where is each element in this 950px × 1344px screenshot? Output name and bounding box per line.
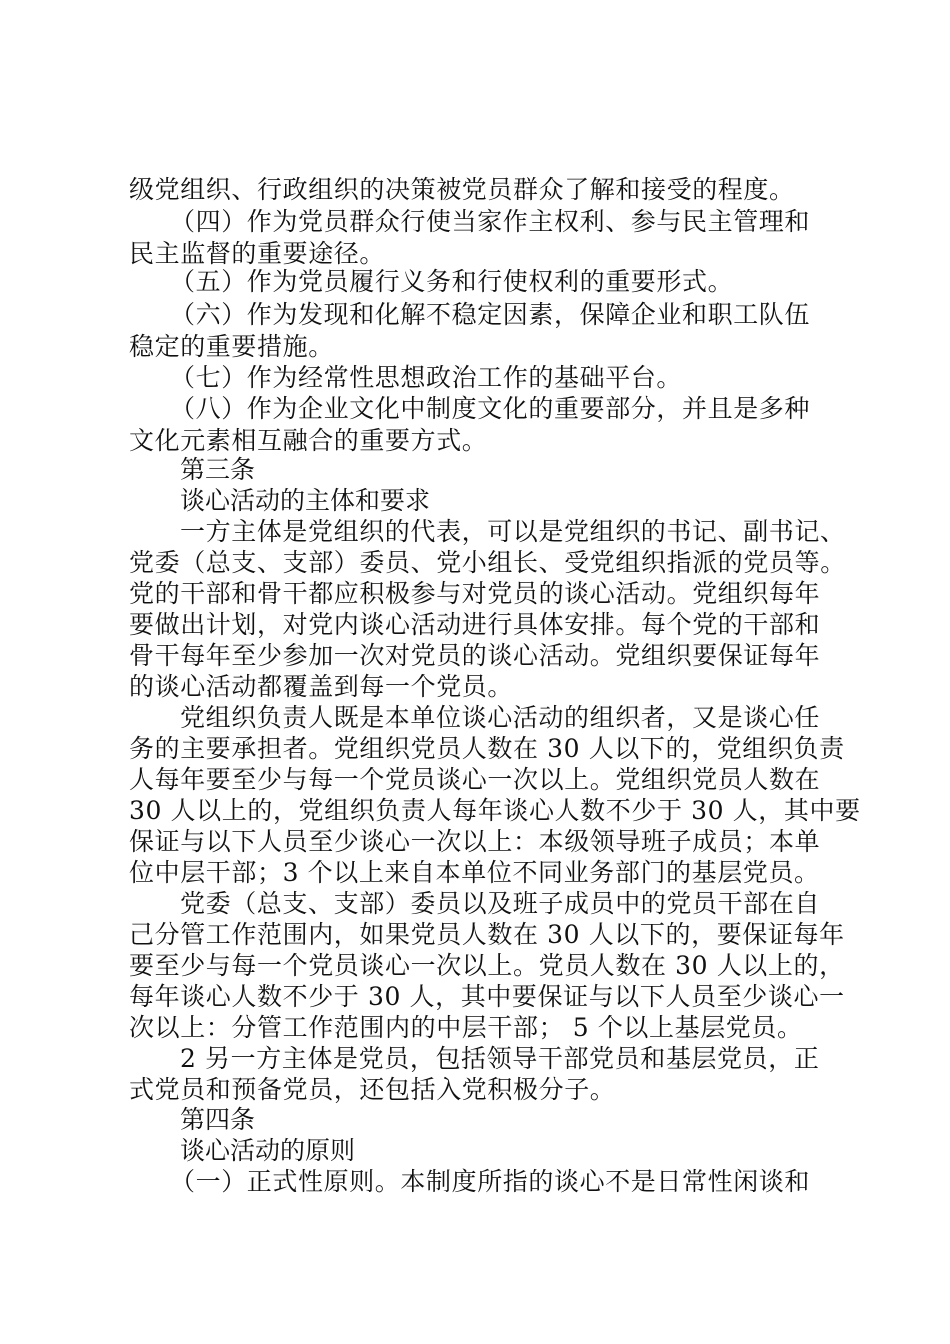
paragraph-line: 要做出计划，对党内谈心活动进行具体安排。每个党的干部和 <box>129 610 821 639</box>
paragraph-line: 党委（总支、支部）委员以及班子成员中的党员干部在自 <box>180 889 821 918</box>
paragraph-line: 文化元素相互融合的重要方式。 <box>129 426 488 455</box>
paragraph-line: 要至少与每一个党员谈心一次以上。党员人数在 30 人以上的， <box>129 951 845 980</box>
paragraph-line: 式党员和预备党员，还包括入党积极分子。 <box>129 1075 616 1104</box>
list-item-five: （五）作为党员履行义务和行使权利的重要形式。 <box>170 267 734 296</box>
paragraph-line: 骨干每年至少参加一次对党员的谈心活动。党组织要保证每年 <box>129 641 821 670</box>
paragraph-line: 级党组织、行政组织的决策被党员群众了解和接受的程度。 <box>129 175 795 204</box>
list-item-four: （四）作为党员群众行使当家作主权利、参与民主管理和 <box>170 207 811 236</box>
list-item-six: （六）作为发现和化解不稳定因素，保障企业和职工队伍 <box>170 300 811 329</box>
paragraph-line: 保证与以下人员至少谈心一次以上：本级领导班子成员；本单 <box>129 827 821 856</box>
paragraph-line: 党组织负责人既是本单位谈心活动的组织者，又是谈心任 <box>180 703 821 732</box>
article-three-heading: 第三条 <box>180 455 256 484</box>
list-item-one: （一）正式性原则。本制度所指的谈心不是日常性闲谈和 <box>170 1167 811 1196</box>
paragraph-line: 党的干部和骨干都应积极参与对党员的谈心活动。党组织每年 <box>129 579 821 608</box>
paragraph-line: 30 人以上的，党组织负责人每年谈心人数不少于 30 人，其中要 <box>129 796 861 825</box>
paragraph-line: 己分管工作范围内，如果党员人数在 30 人以下的，要保证每年 <box>129 920 845 949</box>
section-title: 谈心活动的原则 <box>180 1136 356 1165</box>
paragraph-line: 民主监督的重要途径。 <box>129 239 386 268</box>
paragraph-line: 2 另一方主体是党员，包括领导干部党员和基层党员，正 <box>180 1044 820 1073</box>
section-title: 谈心活动的主体和要求 <box>180 486 431 515</box>
list-item-eight: （八）作为企业文化中制度文化的重要部分，并且是多种 <box>170 394 811 423</box>
paragraph-line: 一方主体是党组织的代表，可以是党组织的书记、副书记、 <box>180 517 846 546</box>
paragraph-line: 党委（总支、支部）委员、党小组长、受党组织指派的党员等。 <box>129 548 846 577</box>
paragraph-line: 稳定的重要措施。 <box>129 332 334 361</box>
paragraph-line: 务的主要承担者。党组织党员人数在 30 人以下的，党组织负责 <box>129 734 845 763</box>
paragraph-line: 每年谈心人数不少于 30 人，其中要保证与以下人员至少谈心一 <box>129 982 845 1011</box>
paragraph-line: 位中层干部；3 个以上来自本单位不同业务部门的基层党员。 <box>129 858 820 887</box>
list-item-seven: （七）作为经常性思想政治工作的基础平台。 <box>170 363 683 392</box>
paragraph-line: 次以上：分管工作范围内的中层干部； 5 个以上基层党员。 <box>129 1013 803 1042</box>
article-four-heading: 第四条 <box>180 1105 256 1134</box>
paragraph-line: 的谈心活动都覆盖到每一个党员。 <box>129 672 514 701</box>
paragraph-line: 人每年要至少与每一个党员谈心一次以上。党组织党员人数在 <box>129 765 821 794</box>
